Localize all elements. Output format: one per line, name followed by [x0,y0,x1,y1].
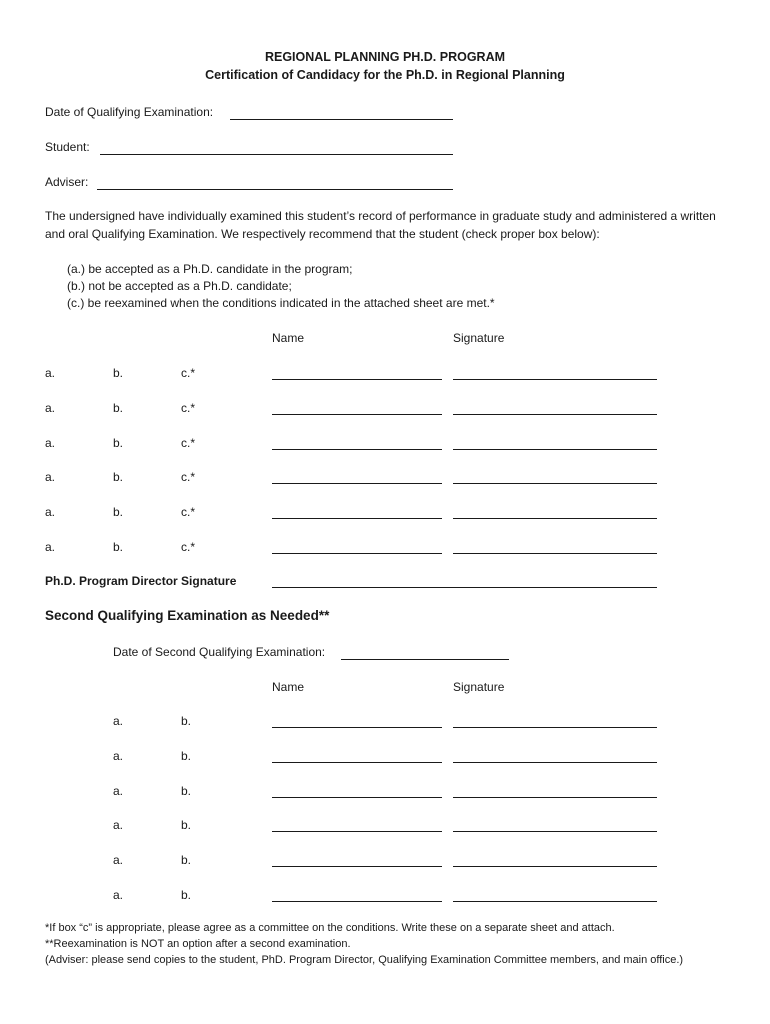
date-label: Date of Qualifying Examination: [45,105,214,119]
choice-a-checkbox[interactable]: a. [45,505,56,520]
choice-b-checkbox[interactable]: b. [181,853,192,868]
choice-b-checkbox[interactable]: b. [181,888,192,902]
choice-b-checkbox[interactable]: b. [113,435,124,450]
adviser-field[interactable] [97,189,453,190]
footnote-adviser: (Adviser: please send copies to the student, PhD. Program Director, Qualifying Examination Committee members, and main office.) [45,954,684,966]
signature-field[interactable] [453,727,657,728]
option-a: (a.) be accepted as a Ph.D. candidate in the program; [67,262,353,276]
name-field[interactable] [272,414,442,415]
intro-paragraph: The undersigned have individually examined this student’s record of performance in graduate study and administered a written and oral Qualifying Examination. We respectively recommend that the student (check proper box below): [45,209,716,241]
student-label: Student: [45,140,90,154]
name-field[interactable] [272,831,442,832]
form-subtitle: Certification of Candidacy for the Ph.D. in Regional Planning [205,68,565,82]
signature-field[interactable] [453,379,657,380]
choice-c-checkbox[interactable]: c.* [181,400,196,415]
choice-b-checkbox[interactable]: b. [113,470,124,485]
choice-b-checkbox[interactable]: b. [113,505,124,520]
director-signature-label: Ph.D. Program Director Signature [45,574,237,588]
signature-column-header-2: Signature [453,680,505,694]
choice-c-checkbox[interactable]: c.* [181,435,196,450]
option-b: (b.) not be accepted as a Ph.D. candidate; [67,279,292,293]
signature-field[interactable] [453,831,657,832]
second-date-label: Date of Second Qualifying Examination: [113,645,326,659]
choice-a-checkbox[interactable]: a. [45,435,56,450]
name-field[interactable] [272,483,442,484]
choice-a-checkbox[interactable]: a. [45,366,56,380]
director-signature-field[interactable] [272,587,657,588]
signature-field[interactable] [453,797,657,798]
signature-field[interactable] [453,414,657,415]
choice-a-checkbox[interactable]: a. [45,470,56,485]
signature-column-header: Signature [453,331,505,345]
form-title: REGIONAL PLANNING PH.D. PROGRAM [264,50,506,64]
choice-b-checkbox[interactable]: b. [113,366,124,380]
choice-b-checkbox[interactable]: b. [181,783,192,798]
choice-b-checkbox[interactable]: b. [113,540,124,554]
name-field[interactable] [272,449,442,450]
name-field[interactable] [272,762,442,763]
choice-a-checkbox[interactable]: a. [113,783,124,798]
signature-field[interactable] [453,483,657,484]
choice-a-checkbox[interactable]: a. [113,853,124,868]
choice-a-checkbox[interactable]: a. [113,748,124,763]
signature-field[interactable] [453,553,657,554]
signature-field[interactable] [453,866,657,867]
choice-b-checkbox[interactable]: b. [181,748,192,763]
choice-c-checkbox[interactable]: c.* [181,366,196,380]
footnote-reexam: **Reexamination is NOT an option after a second examination. [45,938,351,950]
name-field[interactable] [272,797,442,798]
option-c: (c.) be reexamined when the conditions indicated in the attached sheet are met.* [67,296,495,310]
choice-b-checkbox[interactable]: b. [181,714,192,728]
name-field[interactable] [272,866,442,867]
choice-a-checkbox[interactable]: a. [113,714,124,728]
name-field[interactable] [272,518,442,519]
signature-field[interactable] [453,449,657,450]
signature-field[interactable] [453,518,657,519]
name-field[interactable] [272,553,442,554]
name-field[interactable] [272,901,442,902]
choice-c-checkbox[interactable]: c.* [181,470,196,485]
choice-a-checkbox[interactable]: a. [45,540,56,554]
signature-field[interactable] [453,901,657,902]
name-column-header-2: Name [272,680,305,694]
name-column-header: Name [272,331,305,345]
footnote-c: *If box “c” is appropriate, please agree as a committee on the conditions. Write these on a separate sheet and attach. [45,922,615,934]
choice-a-checkbox[interactable]: a. [113,818,124,833]
choice-c-checkbox[interactable]: c.* [181,505,196,520]
choice-b-checkbox[interactable]: b. [181,818,192,833]
second-date-field[interactable] [341,659,509,660]
student-field[interactable] [100,154,453,155]
name-field[interactable] [272,379,442,380]
adviser-label: Adviser: [45,175,89,189]
choice-a-checkbox[interactable]: a. [113,888,124,902]
signature-field[interactable] [453,762,657,763]
choice-b-checkbox[interactable]: b. [113,400,124,415]
choice-c-checkbox[interactable]: c.* [181,540,196,554]
date-field[interactable] [230,119,453,120]
name-field[interactable] [272,727,442,728]
second-exam-heading: Second Qualifying Examination as Needed** [45,608,330,623]
choice-a-checkbox[interactable]: a. [45,400,56,415]
